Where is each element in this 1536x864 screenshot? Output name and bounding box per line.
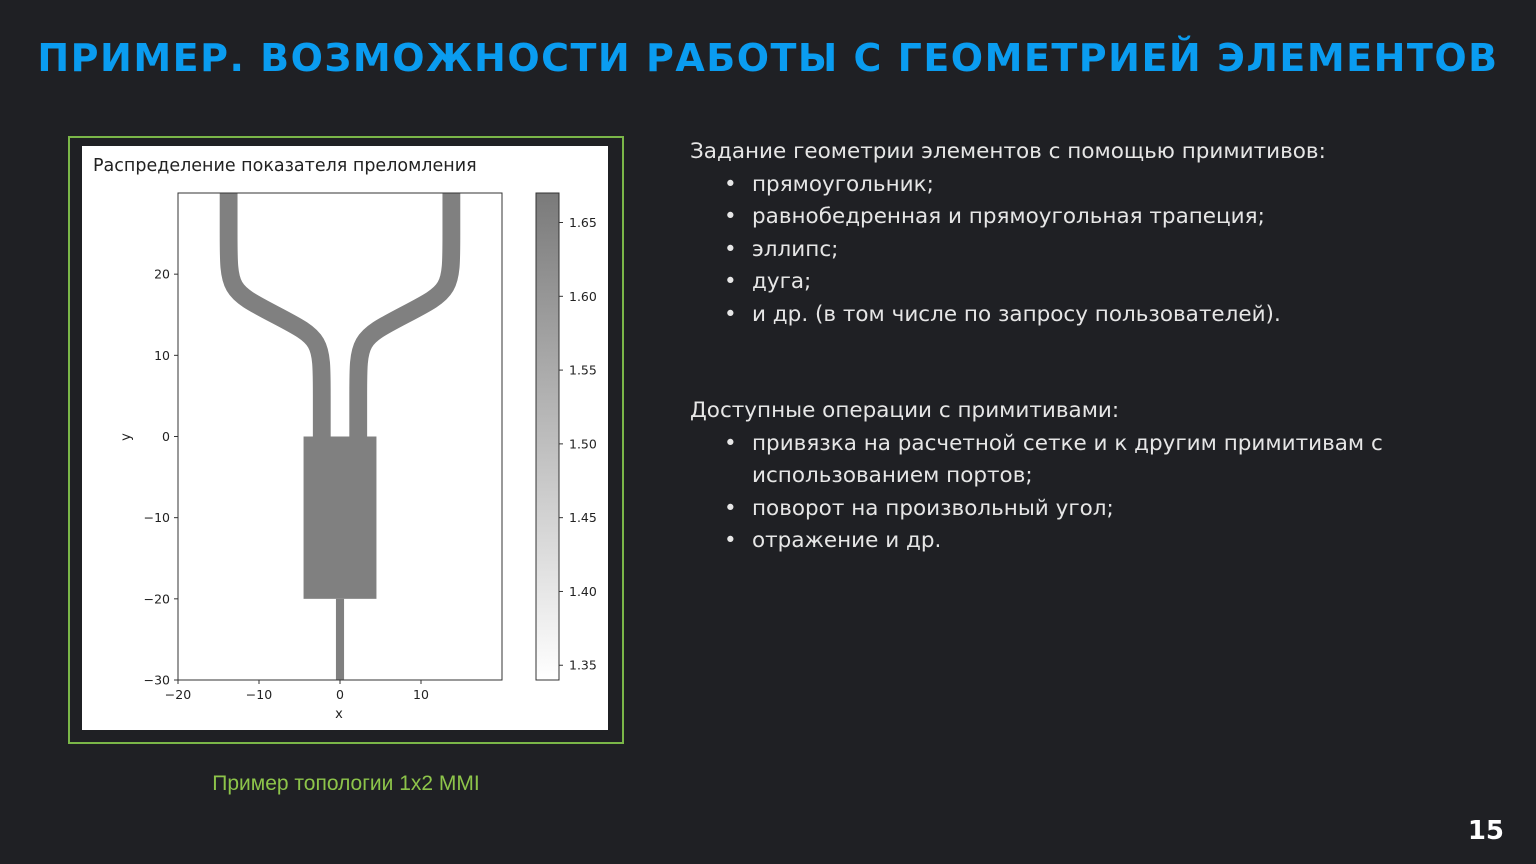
colorbar-tick-label: 1.60 [569,288,597,304]
operations-list [690,428,1442,558]
page-number: 15 [1467,816,1504,846]
x-tick-label: 10 [413,687,429,702]
output-arm-right [358,193,451,437]
x-tick-label: −10 [245,687,273,702]
y-tick-label: −20 [143,591,170,607]
figure-frame [68,136,624,744]
chart-svg [82,146,608,730]
list-item: • эллипс; [690,234,1442,267]
primitives-list [690,169,1442,332]
x-tick-label: 0 [336,687,344,702]
y-axis-label: y [119,433,134,441]
slide-body [690,136,1442,558]
chart-title: Распределение показателя преломления [93,156,477,176]
colorbar-tick-label: 1.40 [569,583,597,599]
list-item: • дуга; [690,266,1442,299]
y-tick-label: 10 [154,347,170,363]
y-tick-label: 20 [154,266,170,282]
colorbar-tick-label: 1.35 [569,657,597,673]
slide-title: ПРИМЕР. ВОЗМОЖНОСТИ РАБОТЫ С ГЕОМЕТРИЕЙ ЭЛЕМЕНТОВ [37,36,1499,80]
list-item: • равнобедренная и прямоугольная трапеция; [690,201,1442,234]
section1-heading: Задание геометрии элементов с помощью примитивов: [690,139,1326,164]
figure-caption: Пример топологии 1x2 MMI [212,772,480,795]
list-item: • прямоугольник; [690,169,1442,202]
x-tick-label: −20 [164,687,192,702]
section2-heading: Доступные операции с примитивами: [690,398,1120,423]
colorbar-tick-label: 1.45 [569,510,597,526]
output-arm-left [229,193,322,437]
x-axis-label: x [335,707,343,722]
list-item: • поворот на произвольный угол; [690,493,1442,526]
colorbar-tick-label: 1.65 [569,215,597,231]
y-tick-label: −30 [143,672,170,688]
list-item: • отражение и др. [690,525,1442,558]
list-item: • привязка на расчетной сетке и к другим примитивам с использованием портов; [690,428,1442,493]
mmi-section [304,437,377,599]
list-item: • и др. (в том числе по запросу пользователей). [690,299,1442,332]
colorbar-tick-label: 1.50 [569,436,597,452]
y-tick-label: −10 [143,510,170,526]
colorbar [536,193,559,680]
input-waveguide [336,599,344,680]
colorbar-tick-label: 1.55 [569,362,597,378]
y-tick-label: 0 [162,429,170,444]
refractive-index-plot [82,146,608,730]
